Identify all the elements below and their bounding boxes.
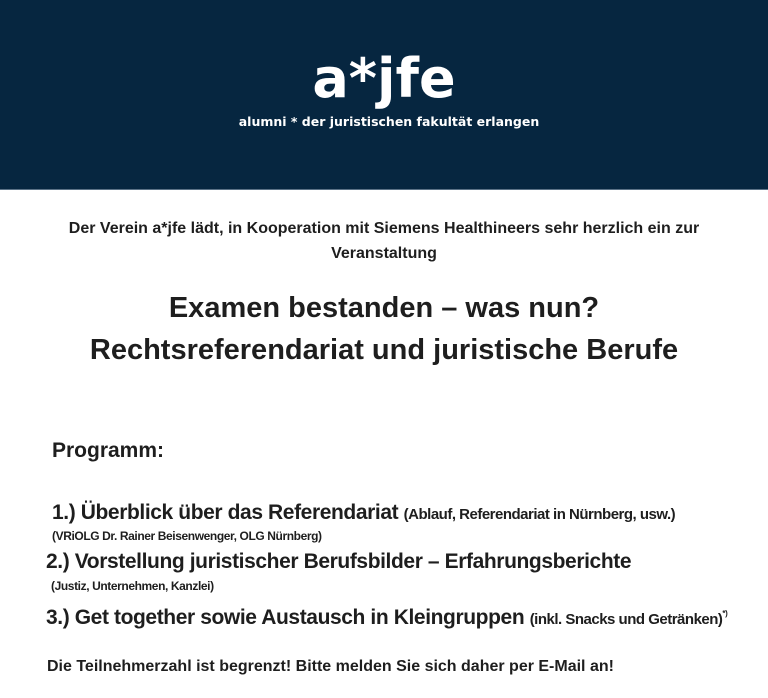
program-item-2 (46, 549, 631, 575)
header-banner (0, 0, 768, 190)
footnote-mark: *) (722, 609, 728, 618)
program-item-2-title: 2.) Vorstellung juristischer Berufsbilder – Erfahrungsberichte (46, 550, 632, 573)
program-item-3 (46, 601, 727, 633)
logo-subtitle: alumni * der juristischen fakultät erlangen (238, 114, 540, 129)
program-item-3-title: 3.) Get together sowie Austausch in Kleingruppen (46, 606, 525, 629)
program-heading: Programm: (52, 439, 165, 462)
event-title-line-2: Rechtsreferendariat und juristische Berufe (89, 334, 679, 366)
program-item-1-detail: (Ablauf, Referendariat in Nürnberg, usw.) (403, 506, 676, 523)
event-title-line-1: Examen bestanden – was nun? (168, 292, 600, 324)
invitation-line-1: Der Verein a*jfe lädt, in Kooperation mit Siemens Healthineers sehr herzlich ein zur (68, 220, 700, 237)
invitation-text (40, 216, 728, 266)
invitation-line-2: Veranstaltung (331, 245, 437, 262)
program-item-1-title: 1.) Überblick über das Referendariat (52, 501, 399, 524)
program-item-1 (52, 500, 675, 528)
event-title (0, 287, 768, 371)
logo: a*jfe (312, 47, 456, 110)
registration-note: Die Teilnehmerzahl ist begrenzt! Bitte melden Sie sich daher per E-Mail an! (47, 658, 614, 675)
program-item-3-detail: (inkl. Snacks und Getränken) (529, 611, 723, 628)
program-item-2-detail: (Justiz, Unternehmen, Kanzlei) (51, 579, 214, 593)
program-item-1-speaker: (VRiOLG Dr. Rainer Beisenwenger, OLG Nürnberg) (52, 529, 322, 543)
